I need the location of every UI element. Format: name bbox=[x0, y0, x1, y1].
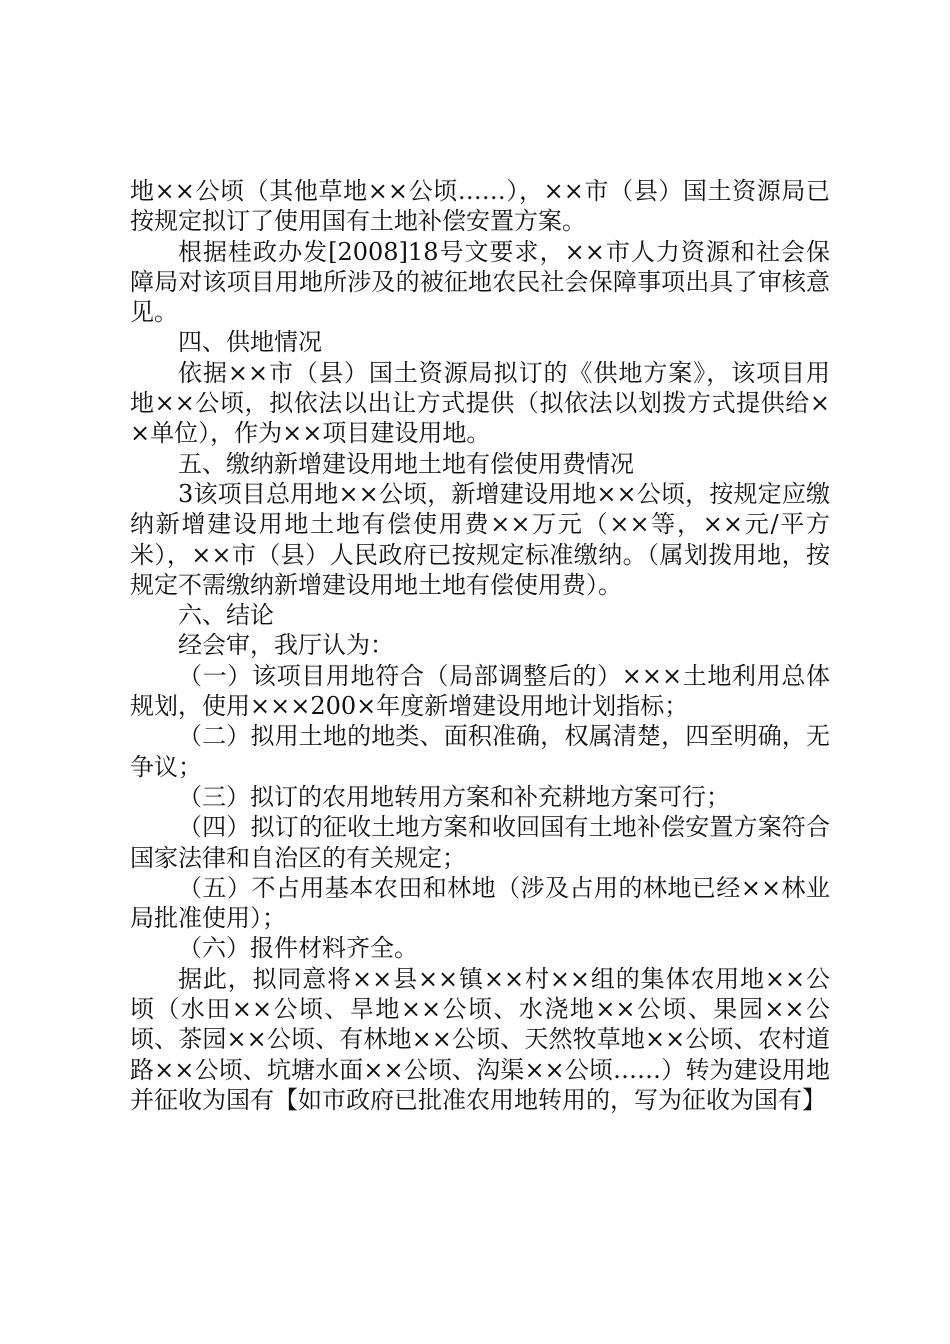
section-heading-land-supply: 四、供地情况 bbox=[178, 328, 322, 357]
paragraph-land-compensation: 地××公顷（其他草地××公顷……），××市（县）国土资源局已按规定拟订了使用国有土地补偿安置方案。 bbox=[130, 177, 830, 236]
conclusion-item-5: （五）不占用基本农田和林地（涉及占用的林地已经××林业局批准使用）； bbox=[130, 873, 830, 933]
conclusion-item-2: （二）拟用土地的地类、面积准确，权属清楚，四至明确，无争议； bbox=[130, 722, 830, 781]
conclusion-item-3: （三）拟订的农用地转用方案和补充耕地方案可行； bbox=[178, 782, 730, 811]
conclusion-item-4: （四）拟订的征收土地方案和收回国有土地补偿安置方案符合国家法律和自治区的有关规定； bbox=[130, 813, 830, 872]
section-heading-fee-payment: 五、缴纳新增建设用地土地有偿使用费情况 bbox=[178, 449, 634, 478]
paragraph-social-security: 根据桂政办发[2008]18号文要求，××市人力资源和社会保障局对该项目用地所涉及的被征地农民社会保障事项出具了审核意见。 bbox=[130, 237, 830, 327]
paragraph-fee-payment: 3该项目总用地××公顷，新增建设用地××公顷，按规定应缴纳新增建设用地土地有偿使用费××万元（××等，××元/平方米），××市（县）人民政府已按规定标准缴纳。（属划拨用地，按规定不需缴纳新增建设用地土地有偿使用费）。 bbox=[130, 479, 830, 599]
paragraph-review-intro: 经会审，我厅认为： bbox=[178, 631, 394, 660]
paragraph-approval: 据此，拟同意将××县××镇××村××组的集体农用地××公顷（水田××公顷、旱地××公顷、水浇地××公顷、果园××公顷、茶园××公顷、有林地××公顷、天然牧草地××公顷、农村道路××公顷、坑塘水面××公顷、沟渠××公顷……）转为建设用地并征收为国有【如市政府已批准农用地转用的，写为征收为国有】 bbox=[130, 964, 830, 1114]
conclusion-item-6: （六）报件材料齐全。 bbox=[178, 934, 418, 963]
conclusion-item-1: （一）该项目用地符合（局部调整后的）×××土地利用总体规划，使用×××200×年度新增建设用地计划指标； bbox=[130, 661, 830, 721]
paragraph-land-supply: 依据××市（县）国土资源局拟订的《供地方案》，该项目用地××公顷，拟依法以出让方式提供（拟依法以划拨方式提供给××单位），作为××项目建设用地。 bbox=[130, 358, 830, 448]
section-heading-conclusion: 六、结论 bbox=[178, 601, 274, 630]
document-body bbox=[130, 176, 830, 1115]
